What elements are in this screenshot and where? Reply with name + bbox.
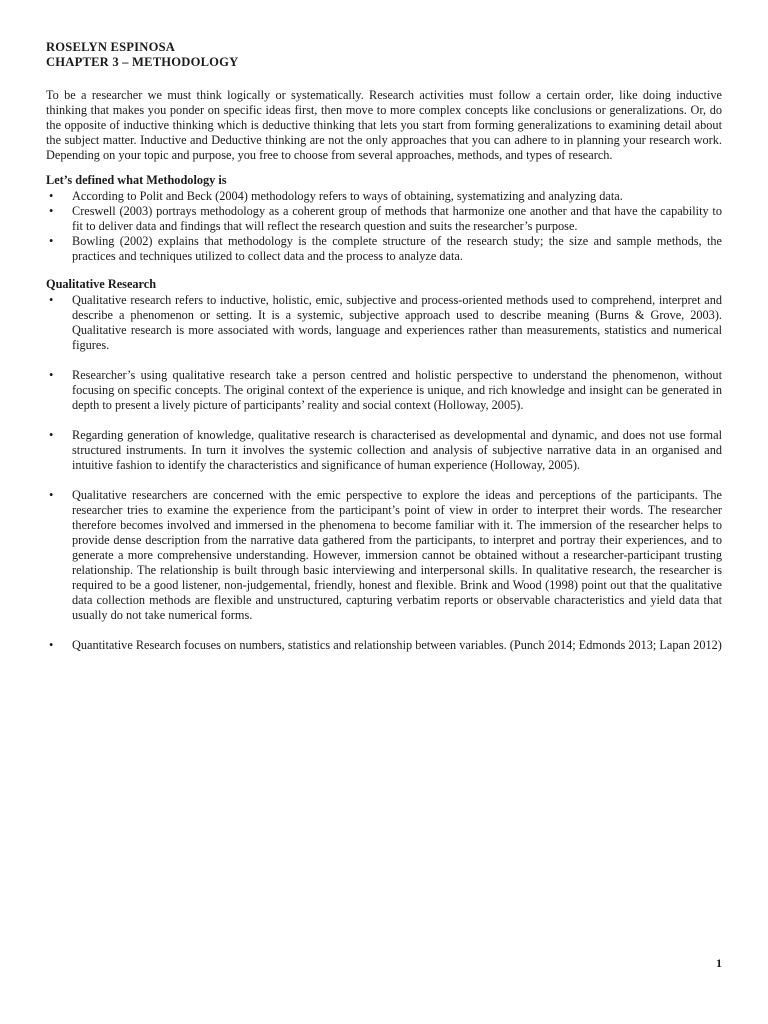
list-item-text: Creswell (2003) portrays methodology as a coherent group of methods that harmonize one another and that have the capability to fit to deliver data and findings that will reflect the research question and suits the researcher’s purpose.: [72, 204, 722, 233]
qualitative-list: [46, 293, 722, 653]
intro-paragraph: To be a researcher we must think logically or systematically. Research activities must follow a certain order, like doing inductive thinking that makes you ponder on specific ideas first, then move to more complex concepts like conclusions or generalizations. Or, do the opposite of inductive thinking which is deductive thinking that lets you start from forming generalizations to examining detail about the subject matter. Inductive and Deductive thinking are not the only approaches that you can adhere to in planning your research work. Depending on your topic and purpose, you free to choose from several approaches, methods, and types of research.: [46, 88, 722, 162]
list-item-text: Qualitative research refers to inductive, holistic, emic, subjective and process-oriented methods used to comprehend, interpret and describe a phenomenon or setting. It is a systemic, subjective approach used to describe meaning (Burns & Grove, 2003). Qualitative research is more associated with words, language and experiences rather than measurements, statistics and numerical figures.: [72, 293, 722, 352]
bullet-icon: •: [49, 488, 54, 502]
list-item: [46, 189, 722, 204]
list-item: [46, 638, 722, 653]
chapter-title: CHAPTER 3 – METHODOLOGY: [46, 55, 239, 69]
bullet-icon: •: [49, 189, 54, 203]
qualitative-section-title: Qualitative Research: [46, 277, 157, 291]
list-item: [46, 428, 722, 473]
page-number: 1: [716, 956, 722, 970]
bullet-icon: •: [49, 293, 54, 307]
list-item-text: Bowling (2002) explains that methodology is the complete structure of the research study; the size and sample methods, the practices and techniques utilized to collect data and the process to analyze data.: [72, 234, 722, 263]
author-name: ROSELYN ESPINOSA: [46, 40, 176, 54]
bullet-icon: •: [49, 368, 54, 382]
bullet-icon: •: [49, 638, 54, 652]
bullet-icon: •: [49, 234, 54, 248]
methodology-list: [46, 189, 722, 264]
bullet-icon: •: [49, 204, 54, 218]
methodology-section-title: Let’s defined what Methodology is: [46, 173, 227, 187]
list-item: [46, 293, 722, 353]
list-item-text: Regarding generation of knowledge, qualitative research is characterised as developmental and dynamic, and does not use formal structured instruments. In turn it involves the systemic collection and analysis of subjective narrative data in an organised and intuitive fashion to identify the characteristics and significance of human experience (Holloway, 2005).: [72, 428, 722, 472]
document-page: [46, 40, 722, 668]
list-item: [46, 368, 722, 413]
list-item-text: Researcher’s using qualitative research take a person centred and holistic perspective to understand the phenomenon, without focusing on specific concepts. The original context of the experience is unique, and rich knowledge and insight can be generated in depth to present a lively picture of participants’ reality and social context (Holloway, 2005).: [72, 368, 722, 412]
list-item-text: Quantitative Research focuses on numbers, statistics and relationship between variables. (Punch 2014; Edmonds 2013; Lapan 2012): [72, 638, 722, 652]
bullet-icon: •: [49, 428, 54, 442]
list-item-text: Qualitative researchers are concerned with the emic perspective to explore the ideas and perceptions of the participants. The researcher tries to examine the experience from the participant’s point of view in order to interpret their words. The researcher therefore becomes involved and immersed in the phenomena to become familiar with it. The immersion of the researcher helps to provide dense description from the narrative data gathered from the participants, to interpret and portray their experiences, and to generate a more comprehensive understanding. However, immersion cannot be obtained without a researcher-participant trusting relationship. The relationship is built through basic interviewing and interpersonal skills. In qualitative research, the researcher is required to be a good listener, non-judgemental, friendly, honest and flexible. Brink and Wood (1998) point out that the qualitative data collection methods are flexible and unstructured, capturing verbatim reports or observable characteristics and yield data that usually do not take numerical forms.: [72, 488, 722, 622]
list-item: [46, 488, 722, 623]
list-item: [46, 234, 722, 264]
list-item: [46, 204, 722, 234]
list-item-text: According to Polit and Beck (2004) methodology refers to ways of obtaining, systematizing and analyzing data.: [72, 189, 623, 203]
